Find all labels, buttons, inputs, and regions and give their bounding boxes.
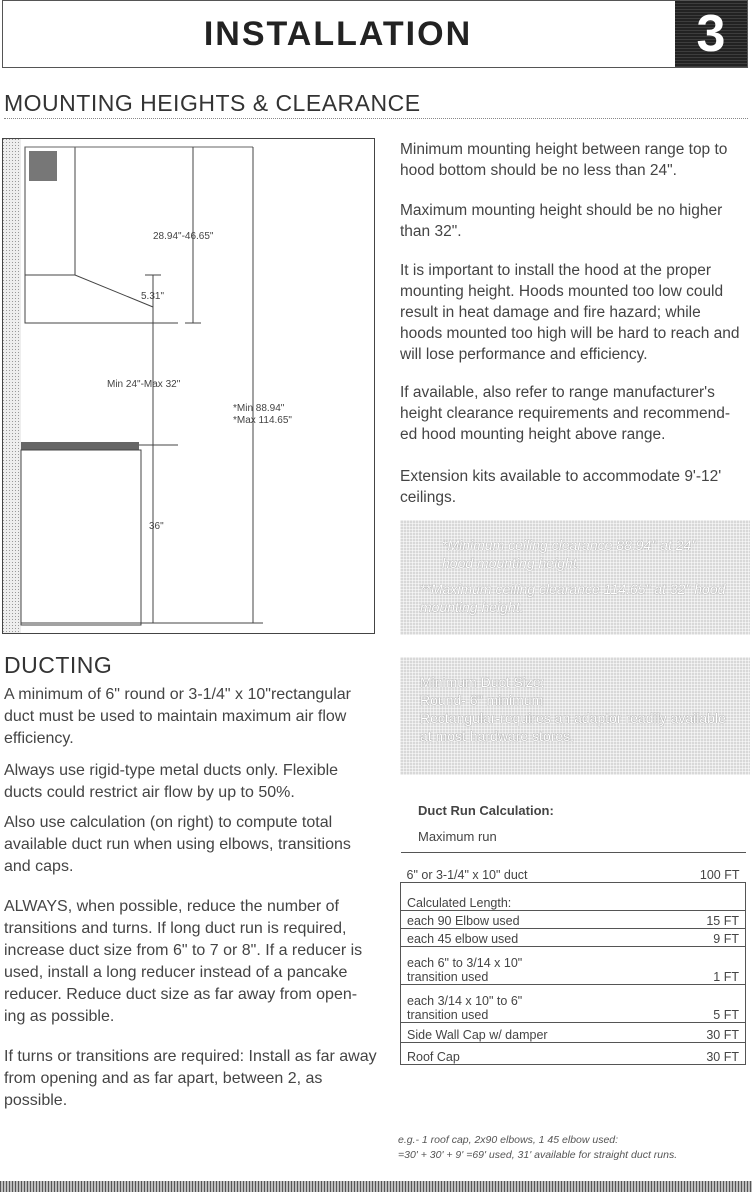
- ceiling-note-max: **Maximum ceiling clearance 114.65" at 32" hood mounting height.: [420, 581, 726, 615]
- calc-row-value: 15 FT: [706, 914, 739, 928]
- calc-row-label: each 45 elbow used: [407, 932, 519, 946]
- mounting-title-rule: [4, 118, 748, 119]
- ceiling-min-label: *Min 88.94": [233, 403, 285, 414]
- wall: [3, 139, 21, 634]
- calc-row-value: 30 FT: [706, 1028, 739, 1042]
- page-title: INSTALLATION: [203, 15, 473, 53]
- calc-length-header-row: [401, 883, 746, 911]
- calc-row-label-2: transition used: [407, 970, 489, 984]
- mount-range-label: Min 24"-Max 32": [107, 379, 181, 390]
- calc-row: [401, 929, 746, 947]
- counter-label: 36": [149, 521, 164, 532]
- mounting-diagram: [2, 138, 375, 634]
- page-footer-bar: [0, 1181, 752, 1192]
- calc-row-label: each 3/14 x 10" to 6": [407, 994, 523, 1008]
- calc-row: [401, 1023, 746, 1043]
- max-run-row-label: 6" or 3-1/4" x 10" duct: [406, 868, 528, 882]
- ceiling-max-label: *Max 114.65": [233, 415, 292, 426]
- min-duct-size-box: [400, 657, 750, 775]
- section-number-badge: 3: [675, 1, 747, 67]
- range-top: [21, 442, 139, 450]
- duct-run-calc-title: Duct Run Calculation:: [418, 803, 554, 818]
- duct-run-table: [400, 852, 746, 1065]
- calc-length-label: Calculated Length:: [401, 883, 746, 911]
- mounting-paragraph-2: Maximum mounting height should be no higher than 32".: [400, 202, 723, 240]
- hood-height-label: 28.94"-46.65": [153, 231, 214, 242]
- calc-row-label: each 90 Elbow used: [407, 914, 520, 928]
- ducting-paragraph-5: If turns or transitions are required: Install as far away from opening and as far apart, between 2, as possible.: [4, 1048, 377, 1109]
- ceiling-note-min: *Minimum ceiling clearance 88.94" at 24" hood mounting height.: [442, 537, 697, 571]
- mounting-paragraph-1: Minimum mounting height between range top to hood bottom should be no less than 24".: [400, 141, 728, 179]
- canopy-label: 5.31": [141, 291, 165, 302]
- calc-row-value: 9 FT: [713, 932, 739, 946]
- calc-example-line-2: =30' + 30' + 9' =69' used, 31' available for straight duct runs.: [398, 1149, 678, 1161]
- mounting-diagram-svg: [3, 139, 375, 634]
- ducting-paragraph-4: ALWAYS, when possible, reduce the number of transitions and turns. If long duct run is required, increase duct size from 6" to 7 or 8". If a reducer is used, install a long reducer instead of a pancake reducer. Reduce duct size as far away from open-ing as possible.: [4, 898, 363, 1025]
- calc-row-label: Side Wall Cap w/ damper: [407, 1028, 548, 1042]
- mounting-section-title: MOUNTING HEIGHTS & CLEARANCE: [4, 90, 421, 116]
- ducting-paragraph-2: Always use rigid-type metal ducts only. Flexible ducts could restrict air flow by up to 50%.: [4, 762, 339, 801]
- calc-row: [401, 985, 746, 1023]
- calc-row-value: 1 FT: [713, 970, 739, 984]
- calc-row-label: each 6" to 3/14 x 10": [407, 956, 523, 970]
- calc-row: [401, 947, 746, 985]
- min-duct-size-title: Minimum Duct Size:: [420, 674, 545, 690]
- min-duct-size-round: Round- 6" minimum: [420, 692, 544, 708]
- min-duct-size-rect: Rectangular-requires an adaptor readily available at most hardware stores.: [420, 710, 726, 744]
- chimney-vent: [29, 151, 57, 181]
- max-run-row-value: 100 FT: [699, 868, 740, 882]
- range-cabinet: [21, 450, 141, 625]
- calc-row-value: 5 FT: [713, 1008, 739, 1022]
- calc-row-label: Roof Cap: [407, 1050, 460, 1064]
- ducting-paragraph-1: A minimum of 6" round or 3-1/4" x 10"rectangular duct must be used to maintain maximum air flow efficiency.: [4, 686, 351, 747]
- hood-canopy: [25, 275, 153, 323]
- ducting-section-title: DUCTING: [4, 652, 113, 678]
- mounting-paragraph-5: Extension kits available to accommodate 9'-12' ceilings.: [400, 468, 722, 506]
- ducting-paragraph-3: Also use calculation (on right) to compute total available duct run when using elbows, transitions and caps.: [4, 814, 351, 875]
- calc-row-label-2: transition used: [407, 1008, 489, 1022]
- mounting-paragraph-3: It is important to install the hood at the proper mounting height. Hoods mounted too low could result in heat damage and fire hazard; while hoods mounted too high will be hard to reach and will lose performance and efficiency.: [400, 262, 740, 363]
- max-run-row: [401, 853, 746, 883]
- mounting-paragraph-4: If available, also refer to range manufacturer's height clearance requirements and recommend-ed hood mounting height above range.: [400, 384, 730, 443]
- calc-row: [401, 911, 746, 929]
- calc-row-value: 30 FT: [706, 1050, 739, 1064]
- page-header: [2, 0, 748, 68]
- calc-row: [401, 1043, 746, 1065]
- calc-example-line-1: e.g.- 1 roof cap, 2x90 elbows, 1 45 elbow used:: [398, 1134, 619, 1146]
- ceiling-clearance-notes: [400, 520, 750, 635]
- max-run-label: Maximum run: [418, 829, 497, 844]
